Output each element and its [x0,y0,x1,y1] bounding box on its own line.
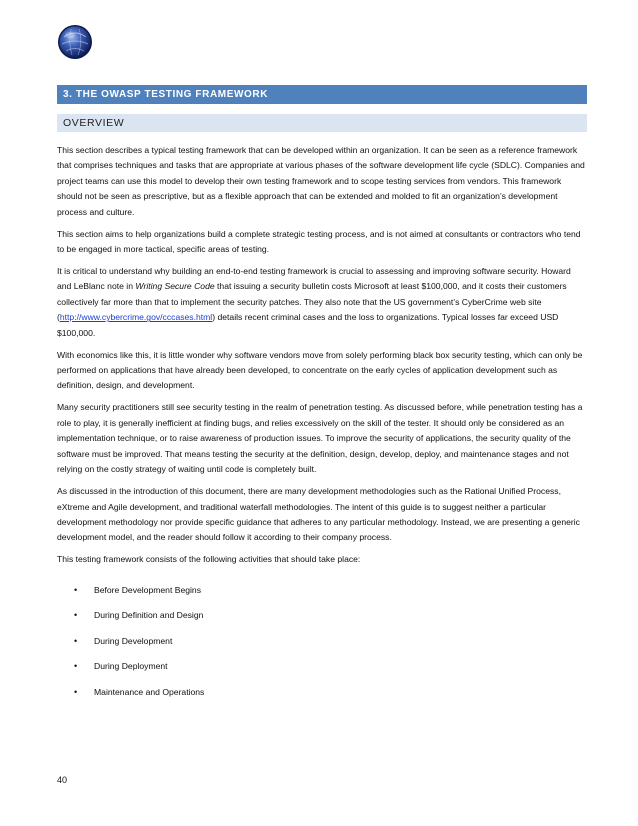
activity-label: During Development [94,635,173,646]
paragraph-costs-text-2: that issuing a security bulletin costs Microsoft at least $100,000, and it costs their customers collectively far more than that to implement the security patches. They also note that the US government’s CyberCrime web site ( [57,281,567,323]
page-number: 40 [57,775,68,785]
list-item [57,578,587,604]
bullet-icon: • [74,635,78,646]
book-title: Writing Secure Code [135,281,215,292]
paragraph-costs [57,264,587,341]
paragraph-activities-intro: This testing framework consists of the following activities that should take place: [57,554,361,565]
paragraph-aims: This section aims to help organizations build a complete strategic testing process, and is not aimed at consultants or contractors who tend to be engaged in more tactical, specific areas of testing. [57,228,581,255]
paragraph-intro: This section describes a typical testing framework that can be developed within an organization. It can be seen as a reference framework that comprises techniques and tasks that are appropriate at various phases of the software development life cycle (SDLC). Companies and project teams can use this model to develop their own testing framework and to scope testing services from vendors. This framework should not be seen as prescriptive, but as a flexible approach that can be extended and molded to fit an organization’s development process and culture. [57,145,585,217]
cybercrime-link[interactable]: http://www.cybercrime.gov/cccases.html [59,312,213,323]
section-title: 3. THE OWASP TESTING FRAMEWORK [57,85,587,104]
paragraph-costs-text-3: ) details recent criminal cases and the loss to organizations. Typical losses far exceed USD $100,000. [57,312,559,338]
activity-label: During Deployment [94,661,168,672]
owasp-logo-icon [57,24,93,60]
bullet-icon: • [74,686,78,697]
activity-label: Before Development Begins [94,584,202,595]
activity-label: During Definition and Design [94,610,204,621]
activity-label: Maintenance and Operations [94,686,205,697]
list-item [57,680,587,706]
paragraph-costs-text-1: It is critical to understand why building an end-to-end testing framework is crucial to assessing and improving software security. Howard and LeBlanc note in [57,266,571,292]
list-item [57,654,587,680]
subsection-title: OVERVIEW [57,114,587,132]
paragraph-penetration-testing: Many security practitioners still see security testing in the realm of penetration testing. As discussed before, while penetration testing has a role to play, it is generally inefficient at finding bugs, and relies excessively on the skill of the tester. It should only be considered as an implementation technique, or to raise awareness of production issues. To improve the security of applications, the security quality of the software must be improved. That means testing the security at the definition, design, develop, deploy, and maintenance stages and not relying on the costly strategy of waiting until code is completely built. [57,402,583,475]
paragraph-methodologies: As discussed in the introduction of this document, there are many development methodologies such as the Rational Unified Process, eXtreme and Agile development, and traditional waterfall methodologies. The intent of this guide is to suggest neither a particular development methodology nor provide specific guidance that adheres to any particular methodology. Instead, we are presenting a generic development model, and the reader should follow it according to their company process. [57,486,580,543]
bullet-icon: • [74,610,78,621]
list-item [57,629,587,655]
list-item [57,603,587,629]
bullet-icon: • [74,661,78,672]
document-body [57,143,587,705]
paragraph-economics: With economics like this, it is little wonder why software vendors move from solely performing black box security testing, which can only be performed on applications that have already been developed, to concentrate on the early cycles of application development such as definition, design, and development. [57,349,583,391]
bullet-icon: • [74,584,78,595]
activities-list [57,578,587,706]
